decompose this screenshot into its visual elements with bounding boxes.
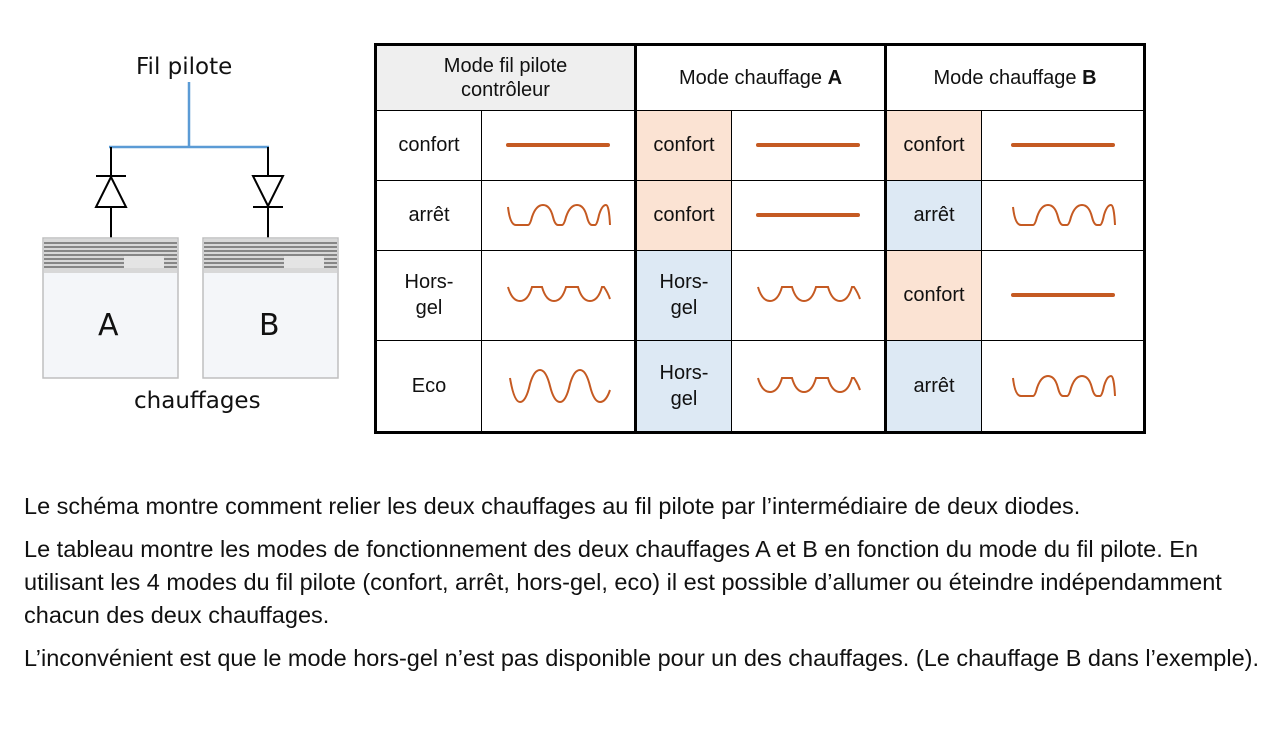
header-heater-b-text: Mode chauffage — [933, 67, 1083, 89]
pilot-signal-cell — [482, 111, 636, 181]
diode-left — [96, 147, 126, 238]
heater-a-signal-cell — [732, 250, 886, 340]
header-pilot-mode-line2: contrôleur — [461, 79, 550, 101]
table-header-row — [376, 45, 1145, 111]
header-heater-a-text: Mode chauffage — [678, 67, 828, 89]
paragraph: Le schéma montre comment relier les deux chauffages au fil pilote par l’intermédiaire de deux diodes. — [24, 493, 1081, 519]
pilot-signal-cell — [482, 180, 636, 250]
pilot-wire — [109, 82, 269, 147]
signal-negative-half-wave-icon — [498, 275, 618, 315]
pilot-mode-cell: Eco — [376, 340, 482, 432]
wiring-diagram — [0, 0, 360, 440]
explanation-text — [24, 490, 1274, 685]
header-heater-b-letter: B — [1082, 67, 1097, 89]
heater-b-label: B — [259, 308, 280, 343]
signal-positive-half-wave-icon — [1003, 195, 1123, 235]
header-pilot-mode — [376, 45, 636, 111]
signal-full-wave-icon — [498, 364, 618, 408]
heater-b-mode-cell: confort — [886, 111, 982, 181]
heaters-label: chauffages — [134, 388, 261, 414]
pilot-wire-label: Fil pilote — [136, 54, 233, 80]
signal-positive-half-wave-icon — [498, 195, 618, 235]
heater-b-mode-cell: arrêt — [886, 180, 982, 250]
heater-a-label: A — [98, 308, 119, 343]
modes-table — [374, 43, 1146, 434]
signal-flat-icon — [748, 195, 868, 235]
heater-a-mode-cell: confort — [636, 180, 732, 250]
heater-b-mode-cell: arrêt — [886, 340, 982, 432]
diode-right — [253, 147, 283, 238]
heater-b-signal-cell — [982, 180, 1145, 250]
signal-flat-icon — [498, 125, 618, 165]
heater-a-signal-cell — [732, 111, 886, 181]
heater-a-signal-cell — [732, 180, 886, 250]
header-heater-a-letter: A — [827, 67, 843, 89]
signal-flat-icon — [748, 125, 868, 165]
paragraph: Le tableau montre les modes de fonctionnement des deux chauffages A et B en fonction du mode du fil pilote. En utilisant les 4 modes du fil pilote (confort, arrêt, hors-gel, eco) il est possible d’allumer ou éteindre indépendamment chacun des deux chauffages. — [24, 536, 1222, 628]
table-row — [376, 180, 1145, 250]
heater-a-mode-cell: Hors- gel — [636, 250, 732, 340]
pilot-signal-cell — [482, 340, 636, 432]
header-heater-b-mode — [886, 45, 1145, 111]
pilot-mode-cell: confort — [376, 111, 482, 181]
table-row — [376, 250, 1145, 340]
pilot-mode-cell: arrêt — [376, 180, 482, 250]
signal-negative-half-wave-icon — [748, 275, 868, 315]
heater-b-signal-cell — [982, 111, 1145, 181]
heater-b-mode-cell: confort — [886, 250, 982, 340]
signal-positive-half-wave-icon — [1003, 366, 1123, 406]
heater-a-mode-cell: confort — [636, 111, 732, 181]
signal-negative-half-wave-icon — [748, 366, 868, 406]
heater-b-signal-cell — [982, 250, 1145, 340]
signal-flat-icon — [1003, 125, 1123, 165]
heater-a-mode-cell: Hors- gel — [636, 340, 732, 432]
table-row — [376, 340, 1145, 432]
pilot-mode-cell: Hors- gel — [376, 250, 482, 340]
header-heater-a-mode — [636, 45, 886, 111]
table-row — [376, 111, 1145, 181]
pilot-signal-cell — [482, 250, 636, 340]
header-pilot-mode-line1: Mode fil pilote — [443, 55, 568, 77]
signal-flat-icon — [1003, 275, 1123, 315]
heater-b-signal-cell — [982, 340, 1145, 432]
paragraph: L’inconvénient est que le mode hors-gel n’est pas disponible pour un des chauffages. (Le chauffage B dans l’exemple). — [24, 645, 1260, 671]
heater-a-signal-cell — [732, 340, 886, 432]
